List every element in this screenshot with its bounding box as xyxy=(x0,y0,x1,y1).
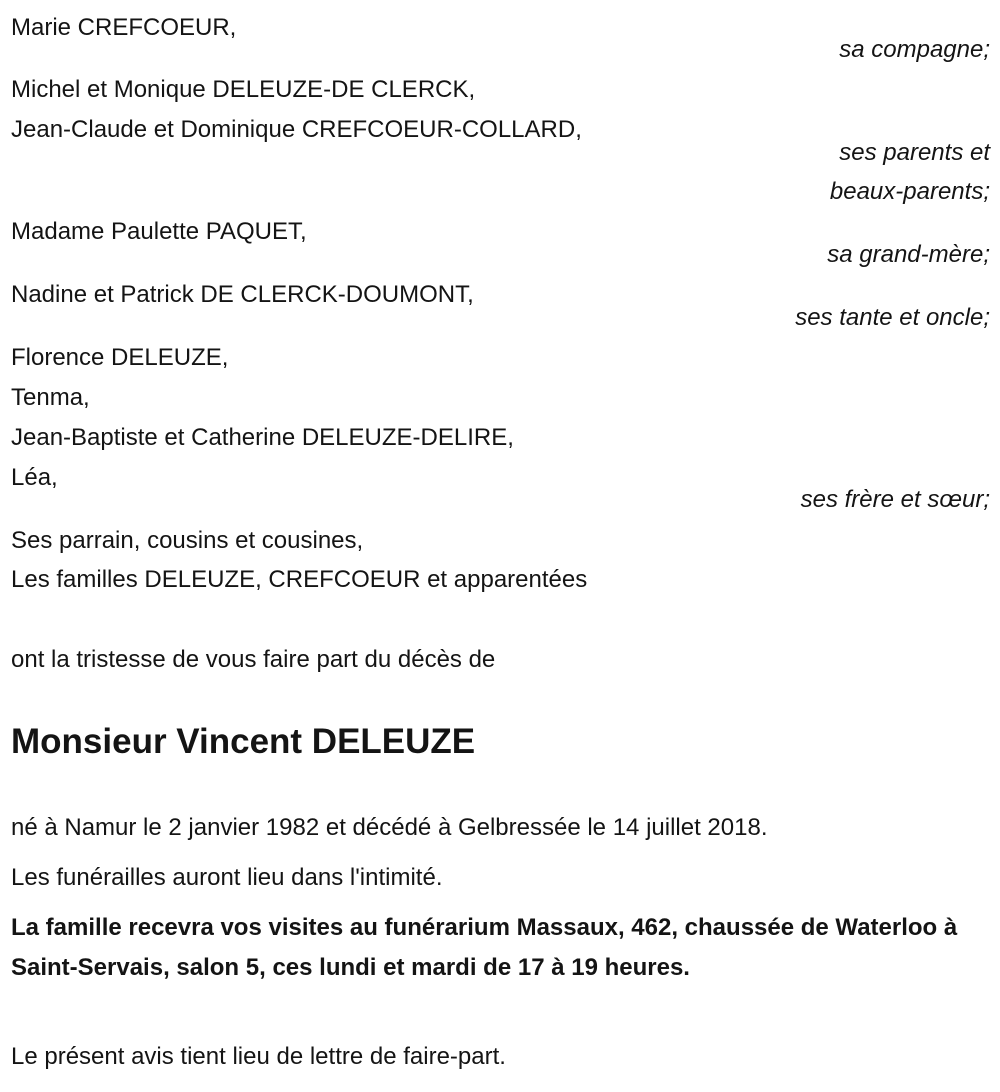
family-name-line: Ses parrain, cousins et cousines, xyxy=(11,527,364,554)
family-name-line: Les familles DELEUZE, CREFCOEUR et apparentées xyxy=(11,566,588,593)
deceased-name: Monsieur Vincent DELEUZE xyxy=(11,722,476,761)
birth-death-text: né à Namur le 2 janvier 1982 et décédé à Gelbressée le 14 juillet 2018. xyxy=(11,814,768,841)
family-name-line: Marie CREFCOEUR, xyxy=(11,14,237,41)
family-name-line: Jean-Claude et Dominique CREFCOEUR-COLLARD, xyxy=(11,116,582,143)
family-name-line: Jean-Baptiste et Catherine DELEUZE-DELIRE, xyxy=(11,424,514,451)
family-name-line: Tenma, xyxy=(11,384,90,411)
visits-text: La famille recevra vos visites au funérarium Massaux, 462, chaussée de Waterloo à Saint-Servais, salon 5, ces lundi et mardi de 17 à 19 heures. xyxy=(11,914,958,981)
family-name-line: Nadine et Patrick DE CLERCK-DOUMONT, xyxy=(11,281,474,308)
relation-label: ses frère et sœur; xyxy=(800,486,990,513)
relation-label: ses parents et xyxy=(839,139,990,166)
relation-label: ses tante et oncle; xyxy=(795,304,990,331)
family-name-line: Florence DELEUZE, xyxy=(11,344,229,371)
closing-text: Le présent avis tient lieu de lettre de faire-part. xyxy=(11,1043,506,1070)
announcement-text: ont la tristesse de vous faire part du décès de xyxy=(11,646,496,673)
family-name-line: Michel et Monique DELEUZE-DE CLERCK, xyxy=(11,76,476,103)
relation-label: sa compagne; xyxy=(839,36,990,63)
relation-label: sa grand-mère; xyxy=(827,241,990,268)
family-name-line: Madame Paulette PAQUET, xyxy=(11,218,307,245)
family-name-line: Léa, xyxy=(11,464,58,491)
relation-label: beaux-parents; xyxy=(829,178,990,205)
funeral-text: Les funérailles auront lieu dans l'intimité. xyxy=(11,864,443,891)
